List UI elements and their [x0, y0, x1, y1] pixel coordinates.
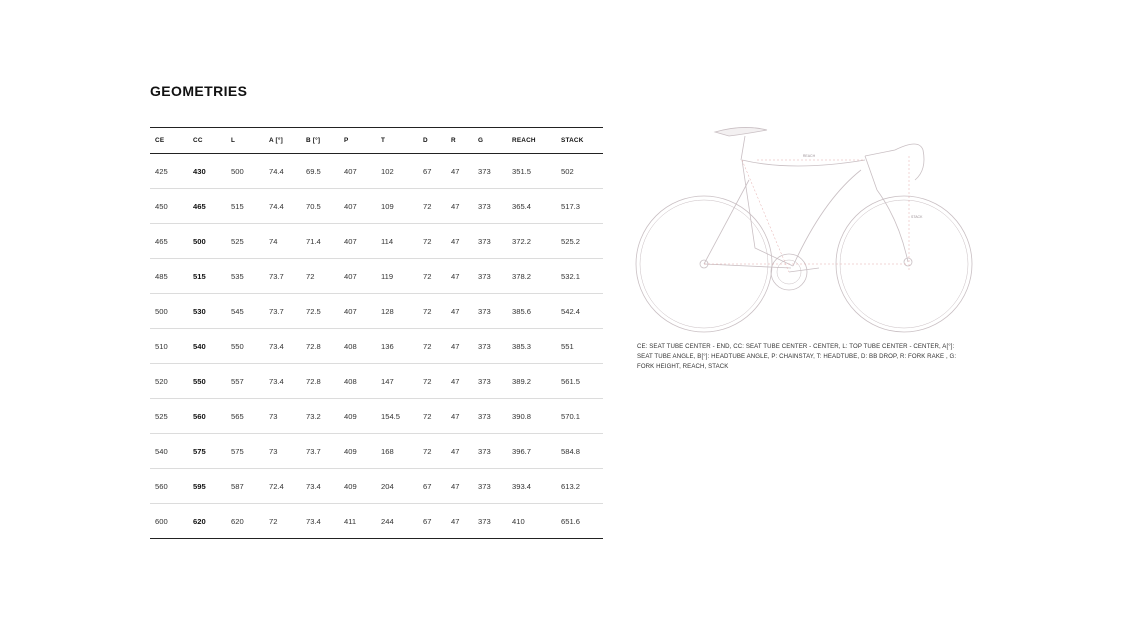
- stack-label: STACK: [911, 215, 923, 219]
- cell-g: 373: [478, 341, 491, 351]
- cell-b: 72.8: [306, 376, 321, 386]
- cell-r: 47: [451, 271, 460, 281]
- cell-ce: 600: [155, 516, 168, 526]
- cell-r: 47: [451, 446, 460, 456]
- cell-stack: 525.2: [561, 236, 581, 246]
- seat-stay: [704, 180, 749, 264]
- cell-b: 73.4: [306, 481, 321, 491]
- cell-r: 47: [451, 411, 460, 421]
- saddle: [715, 127, 767, 136]
- cell-d: 67: [423, 166, 432, 176]
- seat-tube: [742, 160, 793, 266]
- cell-r: 47: [451, 481, 460, 491]
- cell-a: 73.7: [269, 271, 284, 281]
- cell-t: 147: [381, 376, 394, 386]
- table-row: [150, 504, 603, 539]
- cell-reach: 393.4: [512, 481, 532, 491]
- column-header-d: D: [423, 137, 428, 144]
- cell-d: 72: [423, 271, 432, 281]
- cell-stack: 613.2: [561, 481, 581, 491]
- table-row: [150, 364, 603, 399]
- cell-b: 70.5: [306, 201, 321, 211]
- cell-a: 73.7: [269, 306, 284, 316]
- cell-ce: 485: [155, 271, 168, 281]
- cell-r: 47: [451, 166, 460, 176]
- cell-t: 109: [381, 201, 394, 211]
- cell-ce: 520: [155, 376, 168, 386]
- cell-ce: 540: [155, 446, 168, 456]
- column-header-reach: REACH: [512, 137, 536, 144]
- cell-r: 47: [451, 306, 460, 316]
- cell-reach: 389.2: [512, 376, 532, 386]
- cell-cc: 550: [193, 376, 206, 386]
- cell-t: 128: [381, 306, 394, 316]
- cell-g: 373: [478, 201, 491, 211]
- cell-g: 373: [478, 166, 491, 176]
- cell-d: 67: [423, 516, 432, 526]
- cell-reach: 396.7: [512, 446, 532, 456]
- cell-d: 72: [423, 446, 432, 456]
- cell-a: 73.4: [269, 341, 284, 351]
- cell-d: 72: [423, 201, 432, 211]
- cell-d: 72: [423, 236, 432, 246]
- cell-stack: 502: [561, 166, 574, 176]
- column-header-g: G: [478, 137, 484, 144]
- cell-r: 47: [451, 376, 460, 386]
- cell-r: 47: [451, 236, 460, 246]
- cell-ce: 425: [155, 166, 168, 176]
- cell-ce: 465: [155, 236, 168, 246]
- cell-t: 244: [381, 516, 394, 526]
- cell-stack: 651.6: [561, 516, 581, 526]
- table-header-row: [150, 128, 603, 154]
- cell-reach: 365.4: [512, 201, 532, 211]
- column-header-a: A [°]: [269, 137, 283, 144]
- cell-p: 409: [344, 481, 357, 491]
- cell-cc: 595: [193, 481, 206, 491]
- cell-cc: 560: [193, 411, 206, 421]
- cell-p: 408: [344, 376, 357, 386]
- cell-b: 69.5: [306, 166, 321, 176]
- cell-stack: 570.1: [561, 411, 581, 421]
- geometry-table: [150, 127, 603, 539]
- cell-ce: 510: [155, 341, 168, 351]
- cell-g: 373: [478, 516, 491, 526]
- cell-reach: 372.2: [512, 236, 532, 246]
- cell-a: 72: [269, 516, 278, 526]
- cell-r: 47: [451, 341, 460, 351]
- cell-g: 373: [478, 271, 491, 281]
- geometry-legend-caption: CE: SEAT TUBE CENTER - END, CC: SEAT TUBE CENTER - CENTER, L: TOP TUBE CENTER - CENTER, A[°]: SEAT TUBE ANGLE, B[°]: HEADTUBE ANGLE, P: CHAINSTAY, T: HEADTUBE, D: BB DROP, R: FORK RAKE , G: FORK HEIGHT, REACH, STACK: [637, 343, 957, 370]
- cell-ce: 450: [155, 201, 168, 211]
- cell-p: 407: [344, 306, 357, 316]
- table-row: [150, 154, 603, 189]
- cell-g: 373: [478, 481, 491, 491]
- cell-b: 73.2: [306, 411, 321, 421]
- cell-b: 71.4: [306, 236, 321, 246]
- handlebar: [895, 144, 924, 180]
- cell-reach: 351.5: [512, 166, 532, 176]
- cell-l: 535: [231, 271, 244, 281]
- cell-l: 515: [231, 201, 244, 211]
- cell-t: 154.5: [381, 411, 401, 421]
- cell-reach: 378.2: [512, 271, 532, 281]
- cell-stack: 532.1: [561, 271, 581, 281]
- column-header-r: R: [451, 137, 456, 144]
- cell-l: 587: [231, 481, 244, 491]
- cell-a: 72.4: [269, 481, 284, 491]
- reach-label: REACH: [802, 154, 816, 158]
- cell-r: 47: [451, 516, 460, 526]
- cell-b: 72: [306, 271, 315, 281]
- table-row: [150, 189, 603, 224]
- cell-p: 407: [344, 236, 357, 246]
- column-header-b: B [°]: [306, 137, 321, 144]
- cell-a: 73: [269, 446, 278, 456]
- cell-stack: 584.8: [561, 446, 581, 456]
- cell-d: 67: [423, 481, 432, 491]
- cell-reach: 385.6: [512, 306, 532, 316]
- cell-stack: 542.4: [561, 306, 581, 316]
- bike-geometry-diagram: [633, 120, 978, 336]
- down-tube: [793, 170, 861, 266]
- cell-b: 72.8: [306, 341, 321, 351]
- cell-l: 550: [231, 341, 244, 351]
- cell-p: 408: [344, 341, 357, 351]
- crank-arm: [789, 268, 819, 272]
- cell-a: 73.4: [269, 376, 284, 386]
- cell-stack: 517.3: [561, 201, 581, 211]
- cell-cc: 430: [193, 166, 206, 176]
- cell-t: 119: [381, 271, 394, 281]
- table-row: [150, 399, 603, 434]
- cell-t: 168: [381, 446, 394, 456]
- table-row: [150, 224, 603, 259]
- cell-d: 72: [423, 306, 432, 316]
- cell-p: 407: [344, 201, 357, 211]
- cell-cc: 465: [193, 201, 206, 211]
- cell-l: 557: [231, 376, 244, 386]
- column-header-t: T: [381, 137, 386, 144]
- cell-a: 74.4: [269, 166, 284, 176]
- stem: [865, 150, 895, 156]
- column-header-stack: STACK: [561, 137, 584, 144]
- cell-cc: 620: [193, 516, 206, 526]
- table-row: [150, 259, 603, 294]
- cell-g: 373: [478, 411, 491, 421]
- cell-t: 136: [381, 341, 394, 351]
- cell-reach: 390.8: [512, 411, 532, 421]
- cell-p: 411: [344, 516, 357, 526]
- cell-l: 575: [231, 446, 244, 456]
- cell-g: 373: [478, 236, 491, 246]
- column-header-p: P: [344, 137, 349, 144]
- cell-reach: 385.3: [512, 341, 532, 351]
- cell-d: 72: [423, 341, 432, 351]
- cell-b: 73.4: [306, 516, 321, 526]
- cell-g: 373: [478, 306, 491, 316]
- cell-b: 73.7: [306, 446, 321, 456]
- cell-reach: 410: [512, 516, 525, 526]
- cell-g: 373: [478, 376, 491, 386]
- cell-l: 620: [231, 516, 244, 526]
- cell-p: 409: [344, 446, 357, 456]
- column-header-l: L: [231, 137, 236, 144]
- table-row: [150, 469, 603, 504]
- cell-cc: 515: [193, 271, 206, 281]
- cell-l: 545: [231, 306, 244, 316]
- top-tube: [742, 160, 865, 166]
- table-row: [150, 434, 603, 469]
- cell-cc: 540: [193, 341, 206, 351]
- cell-cc: 575: [193, 446, 206, 456]
- cell-cc: 500: [193, 236, 206, 246]
- cell-a: 73: [269, 411, 278, 421]
- cell-l: 500: [231, 166, 244, 176]
- cell-r: 47: [451, 201, 460, 211]
- cell-d: 72: [423, 411, 432, 421]
- head-tube: [865, 156, 877, 190]
- cell-a: 74: [269, 236, 278, 246]
- cell-d: 72: [423, 376, 432, 386]
- cell-ce: 525: [155, 411, 168, 421]
- cell-t: 114: [381, 236, 394, 246]
- cell-p: 407: [344, 271, 357, 281]
- seatpost: [741, 136, 745, 160]
- cell-g: 373: [478, 446, 491, 456]
- cell-a: 74.4: [269, 201, 284, 211]
- column-header-ce: CE: [155, 137, 165, 144]
- cell-l: 525: [231, 236, 244, 246]
- column-header-cc: CC: [193, 137, 203, 144]
- table-row: [150, 294, 603, 329]
- cell-t: 204: [381, 481, 394, 491]
- cell-p: 407: [344, 166, 357, 176]
- cell-b: 72.5: [306, 306, 321, 316]
- cell-t: 102: [381, 166, 394, 176]
- cell-ce: 500: [155, 306, 168, 316]
- cell-l: 565: [231, 411, 244, 421]
- cell-ce: 560: [155, 481, 168, 491]
- page-title: GEOMETRIES: [150, 83, 248, 99]
- cell-cc: 530: [193, 306, 206, 316]
- cell-p: 409: [344, 411, 357, 421]
- cell-stack: 561.5: [561, 376, 581, 386]
- table-row: [150, 329, 603, 364]
- cell-stack: 551: [561, 341, 574, 351]
- geometry-table-body: [150, 154, 603, 539]
